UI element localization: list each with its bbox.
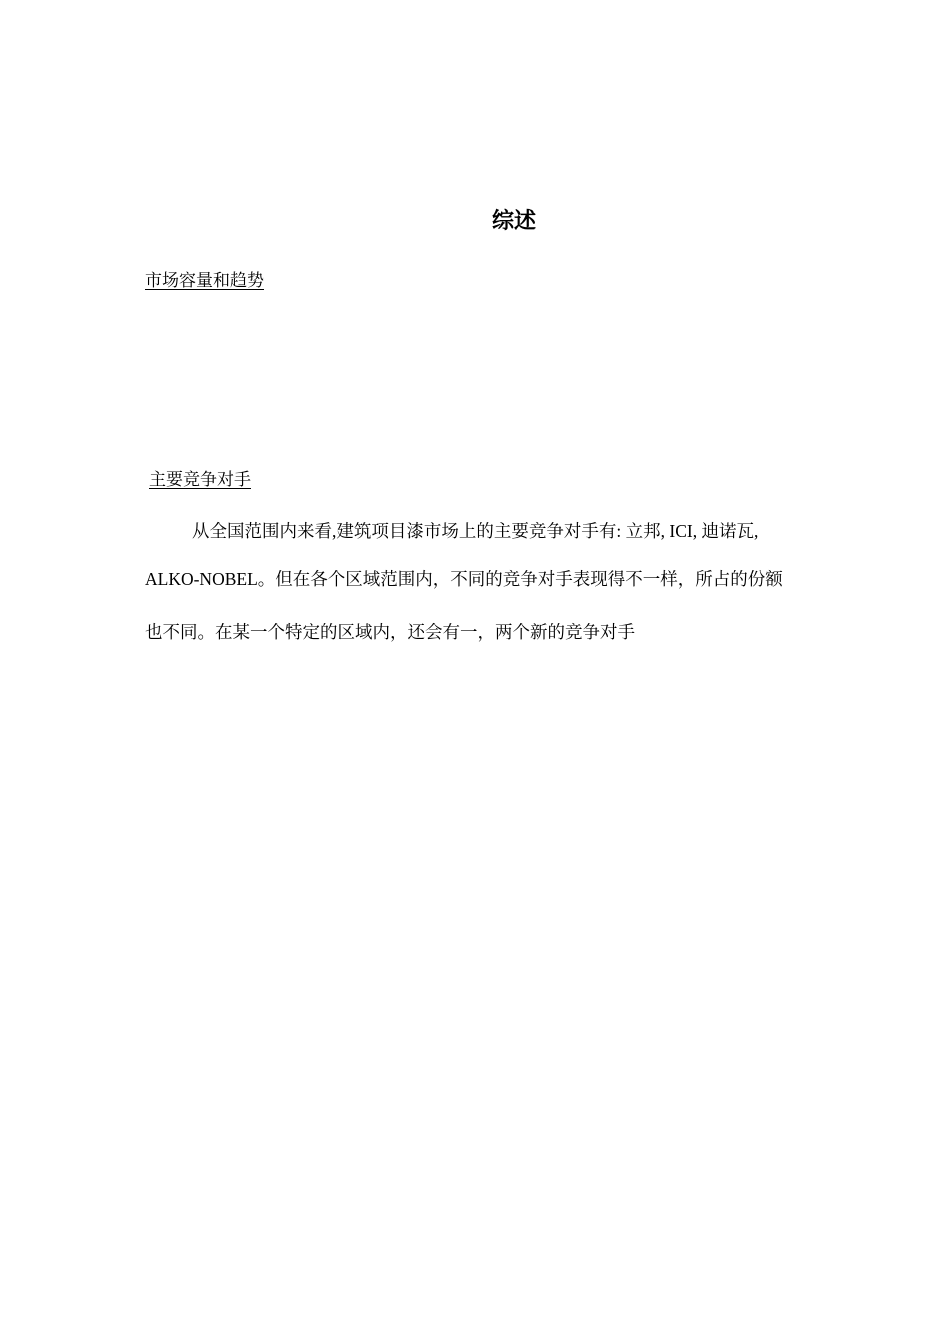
- paragraph-line-2: ALKO-NOBEL。但在各个区域范围内，不同的竞争对手表现得不一样，所占的份额: [145, 569, 783, 589]
- section-heading-main-competitors: 主要竞争对手: [149, 470, 251, 489]
- section-heading-market-capacity: 市场容量和趋势: [145, 271, 264, 290]
- paragraph-line-3: 也不同。在某一个特定的区域内，还会有一，两个新的竞争对手: [145, 622, 635, 642]
- document-title: 综述: [492, 208, 537, 234]
- paragraph-line-1: 从全国范围内来看,建筑项目漆市场上的主要竞争对手有: 立邦, ICI, 迪诺瓦,: [192, 521, 759, 541]
- title-container: [0, 192, 950, 234]
